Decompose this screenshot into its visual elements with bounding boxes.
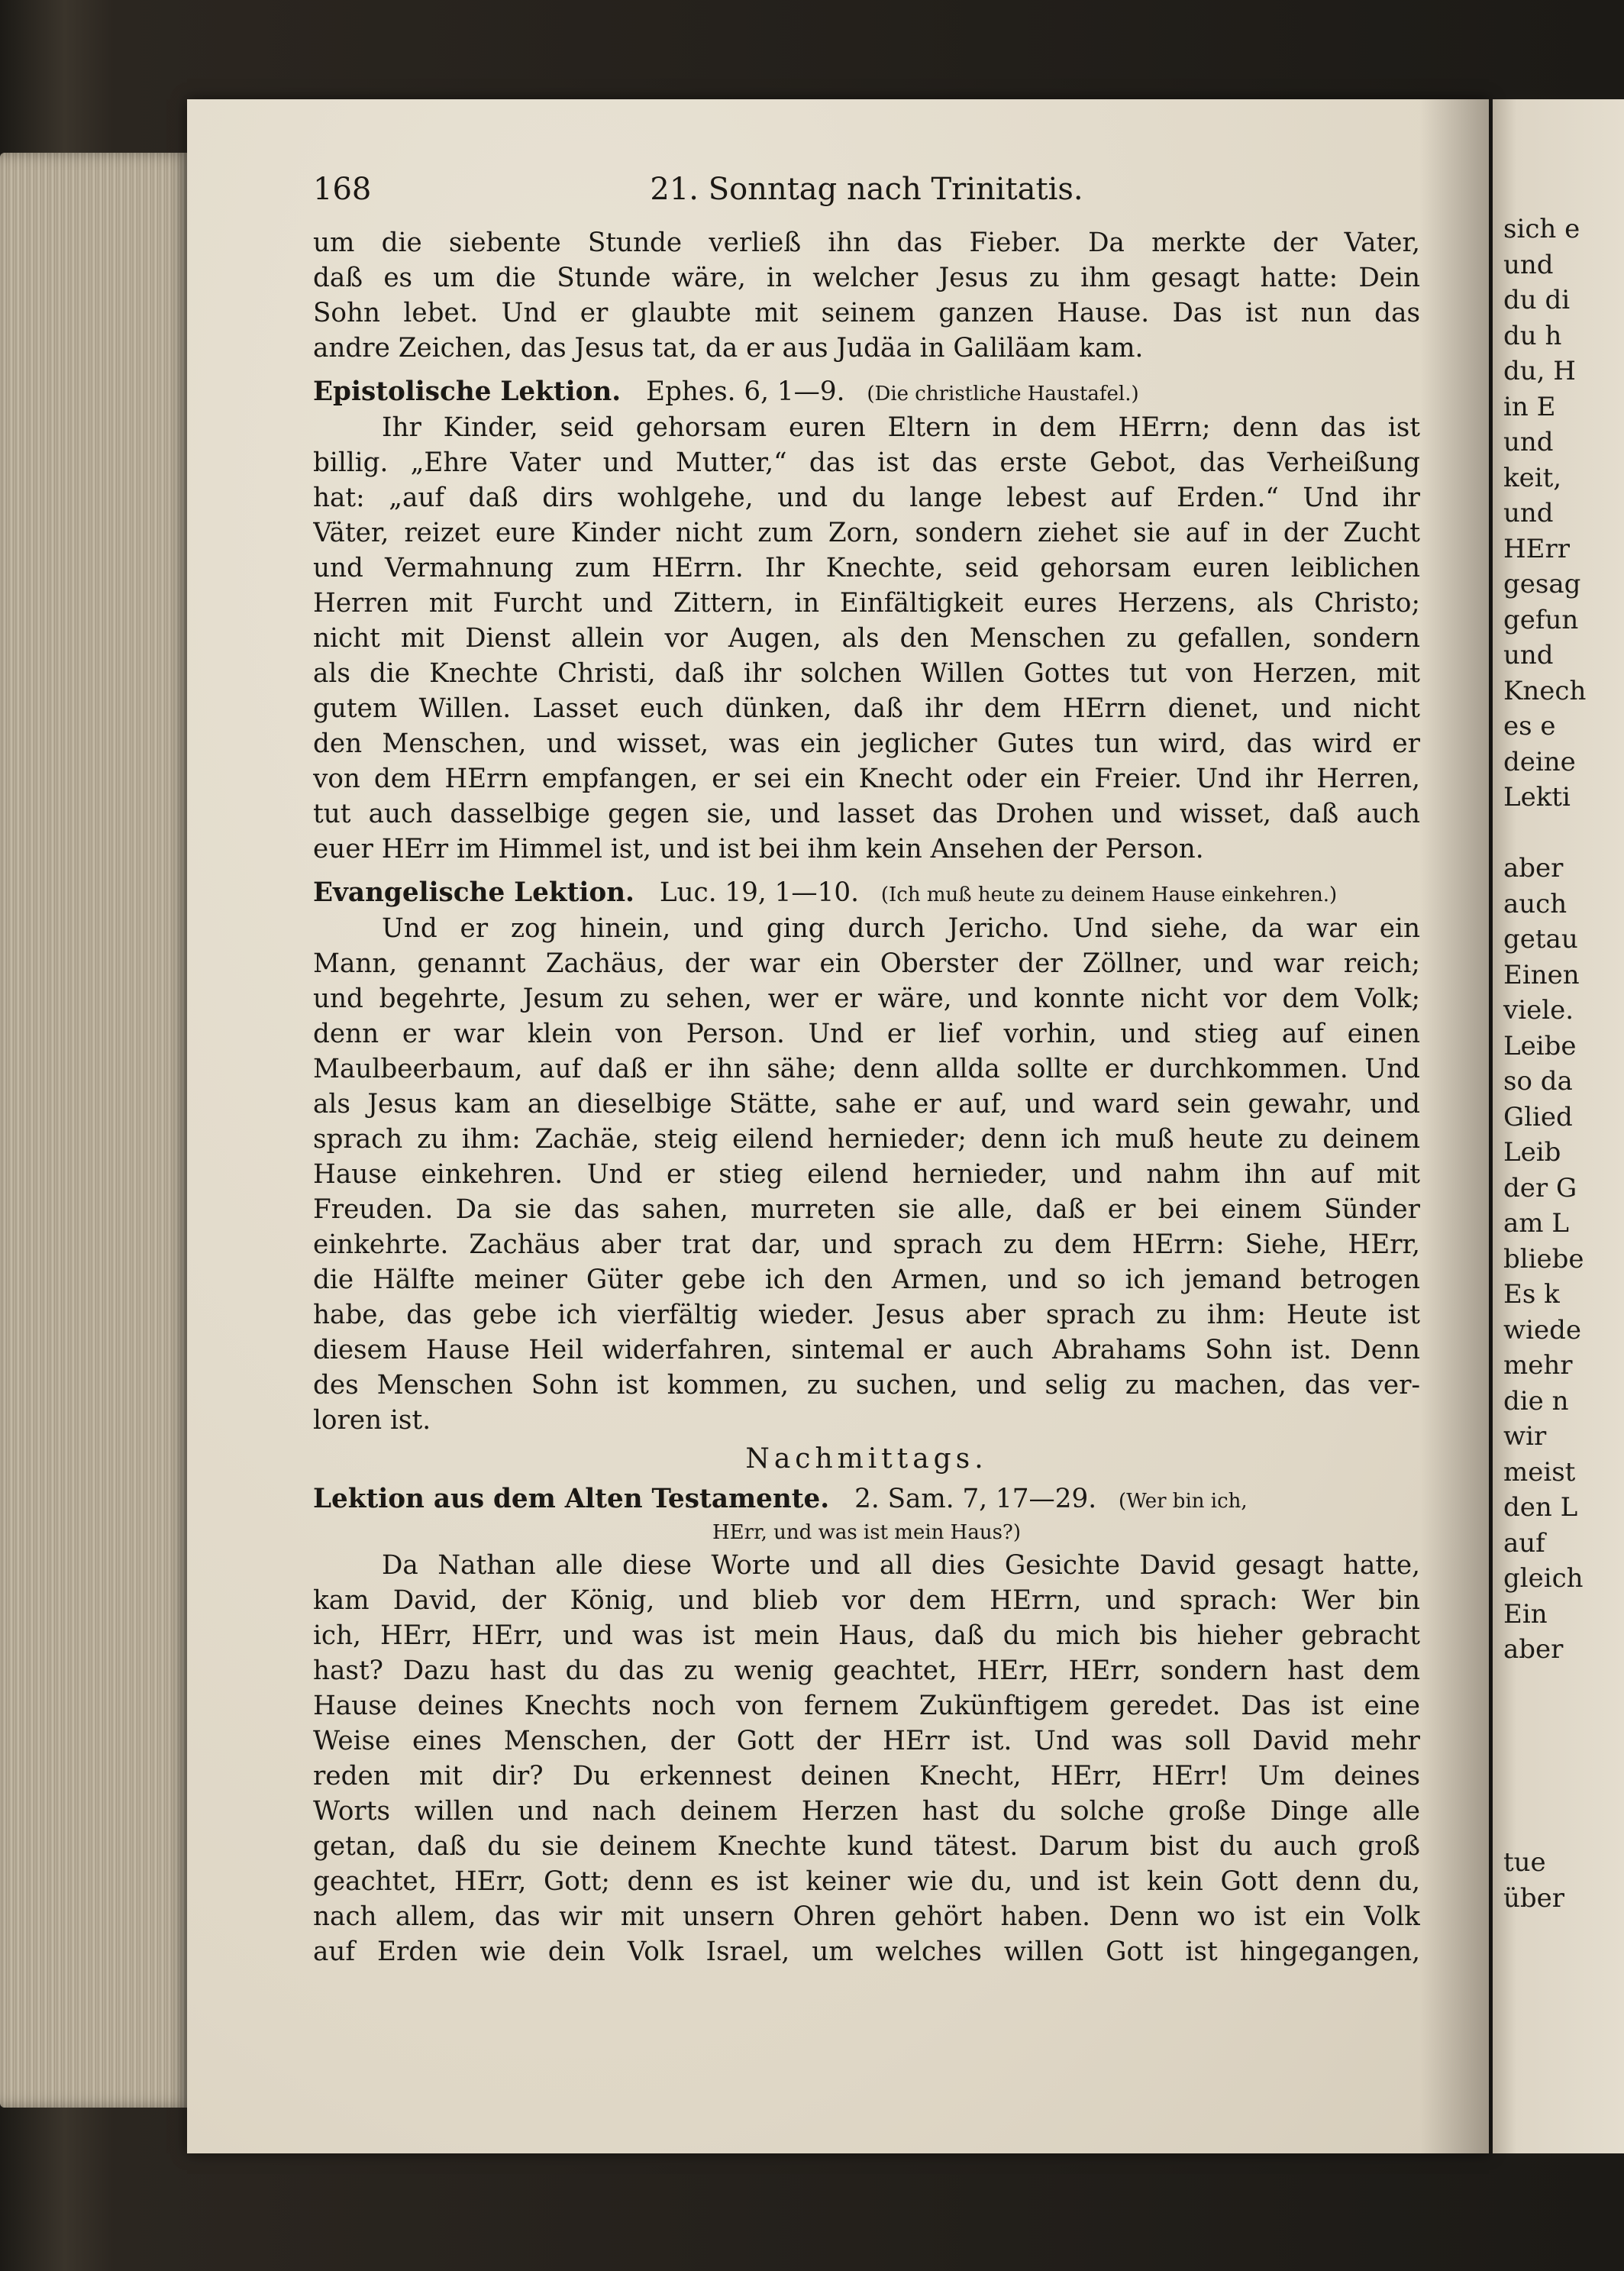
next-page-line-fragment: gesag [1503, 569, 1581, 599]
text-line: euer HErr im Himmel ist, und ist bei ihm kein Ansehen der Person. [313, 834, 1204, 864]
text-line: als Jesus kam an dieselbige Stätte, sahe er auf, und ward sein gewahr, und [313, 1089, 1420, 1119]
next-page-line-fragment: Einen [1503, 959, 1580, 990]
afternoon-title: Nachmittags. [745, 1443, 988, 1475]
text-line: Ihr Kinder, seid gehorsam euren Eltern in dem HErrn; denn das ist [382, 412, 1420, 443]
text-line: Hause deines Knechts noch von fernem Zukünftigem geredet. Das ist eine [313, 1691, 1420, 1721]
text-line: hat: „auf daß dirs wohlgehe, und du lange lebest auf Erden.“ Und ihr [313, 483, 1420, 513]
text-line: gutem Willen. Lasset euch dünken, daß ihr dem HErrn dienet, und nicht [313, 693, 1420, 724]
old-testament-note-2: HErr, und was ist mein Haus?) [712, 1521, 1022, 1544]
next-page-line-fragment: mehr [1503, 1350, 1573, 1381]
page-number: 168 [313, 172, 372, 207]
next-page-line-fragment: du h [1503, 320, 1562, 351]
text-line: billig. „Ehre Vater und Mutter,“ das ist das erste Gebot, das Verheißung [313, 447, 1420, 478]
next-page-line-fragment: und [1503, 640, 1554, 670]
text-line: Mann, genannt Zachäus, der war ein Oberster der Zöllner, und war reich; [313, 948, 1420, 979]
next-page-line-fragment: getau [1503, 924, 1578, 955]
next-page-line-fragment: und [1503, 427, 1554, 457]
old-testament-reference: 2. Sam. 7, 17—29. [854, 1484, 1097, 1514]
next-page-line-fragment: gleich [1503, 1563, 1584, 1594]
gospel-note: (Ich muß heute zu deinem Hause einkehren.) [880, 884, 1338, 906]
text-line: Sohn lebet. Und er glaubte mit seinem ganzen Hause. Das ist nun das [313, 298, 1420, 328]
next-page-line-fragment: auch [1503, 888, 1567, 919]
next-page-fragment [1493, 99, 1624, 2153]
book-page [187, 99, 1489, 2153]
text-line: getan, daß du sie deinem Knechte kund tätest. Darum bist du auch groß [313, 1831, 1420, 1862]
next-page-line-fragment: tue [1503, 1847, 1546, 1878]
next-page-line-fragment: und [1503, 498, 1554, 528]
text-line: nach allem, das wir mit unsern Ohren gehört haben. Denn wo ist ein Volk [313, 1901, 1420, 1932]
book-page-edges [0, 153, 191, 2108]
text-line: den Menschen, und wisset, was ein jeglicher Gutes tun wird, das wird er [313, 728, 1420, 759]
old-testament-heading [313, 1481, 1420, 1517]
text-line: Hause einkehren. Und er stieg eilend hernieder, und nahm ihn auf mit [313, 1159, 1420, 1190]
page-text [313, 172, 1420, 1969]
next-page-line-fragment: wiede [1503, 1314, 1581, 1345]
next-page-line-fragment: Glied [1503, 1101, 1573, 1132]
text-line: diesem Hause Heil widerfahren, sintemal er auch Abrahams Sohn ist. Denn [313, 1335, 1420, 1365]
text-line: reden mit dir? Du erkennest deinen Knecht, HErr, HErr! Um deines [313, 1761, 1420, 1791]
text-line: des Menschen Sohn ist kommen, zu suchen, und selig zu machen, das ver- [313, 1370, 1420, 1400]
text-line: Worts willen und nach deinem Herzen hast du solche große Dinge alle [313, 1796, 1420, 1827]
text-line: von dem HErrn empfangen, er sei ein Knecht oder ein Freier. Und ihr Herren, [313, 764, 1420, 794]
next-page-line-fragment: Lekti [1503, 782, 1571, 812]
running-head: 21. Sonntag nach Trinitatis. [650, 172, 1083, 207]
epistle-reference: Ephes. 6, 1—9. [646, 376, 845, 407]
text-line: loren ist. [313, 1405, 431, 1436]
text-line: nicht mit Dienst allein vor Augen, als den Menschen zu gefallen, sondern [313, 623, 1420, 654]
old-testament-title: Lektion aus dem Alten Testamente. [313, 1484, 830, 1514]
text-line: sprach zu ihm: Zachäe, steig eilend hernieder; denn ich muß heute zu deinem [313, 1124, 1420, 1155]
text-line: habe, das gebe ich vierfältig wieder. Jesus aber sprach zu ihm: Heute ist [313, 1300, 1420, 1330]
next-page-line-fragment: Ein [1503, 1598, 1548, 1630]
next-page-line-fragment: bliebe [1503, 1243, 1584, 1274]
text-line: Und er zog hinein, und ging durch Jericho. Und siehe, da war ein [382, 913, 1420, 944]
next-page-line-fragment: die n [1503, 1385, 1569, 1417]
next-page-line-fragment: so da [1503, 1066, 1573, 1097]
old-testament-note-1: (Wer bin ich, [1118, 1490, 1248, 1513]
text-line: Maulbeerbaum, auf daß er ihn sähe; denn allda sollte er durchkommen. Und [313, 1054, 1420, 1084]
text-line: andre Zeichen, das Jesus tat, da er aus Judäa in Galiläam kam. [313, 333, 1144, 363]
text-line: und begehrte, Jesum zu sehen, wer er wäre, und konnte nicht vor dem Volk; [313, 984, 1420, 1014]
next-page-line-fragment: sich e [1503, 214, 1580, 244]
next-page-line-fragment: Leib [1503, 1137, 1561, 1168]
gospel-reference: Luc. 19, 1—10. [659, 877, 859, 908]
text-line: kam David, der König, und blieb vor dem HErrn, und sprach: Wer bin [313, 1585, 1420, 1616]
gutter-shadow [1420, 99, 1489, 2153]
next-page-line-fragment: der G [1503, 1172, 1577, 1203]
text-line: Väter, reizet eure Kinder nicht zum Zorn, sondern ziehet sie auf in der Zucht [313, 518, 1420, 548]
next-page-line-fragment: aber [1503, 853, 1564, 884]
text-line: Da Nathan alle diese Worte und all dies Gesichte David gesagt hatte, [382, 1550, 1420, 1581]
text-line: um die siebente Stunde verließ ihn das Fieber. Da merkte der Vater, [313, 228, 1420, 258]
text-line: tut auch dasselbige gegen sie, und lasset das Drohen und wisset, daß auch [313, 799, 1420, 829]
text-line: daß es um die Stunde wäre, in welcher Jesus zu ihm gesagt hatte: Dein [313, 263, 1420, 293]
text-line: auf Erden wie dein Volk Israel, um welches willen Gott ist hingegangen, [313, 1937, 1420, 1967]
next-page-line-fragment: am L [1503, 1208, 1569, 1239]
text-line: geachtet, HErr, Gott; denn es ist keiner wie du, und ist kein Gott denn du, [313, 1866, 1420, 1897]
next-page-line-fragment: viele. [1503, 995, 1574, 1026]
epistle-heading [313, 373, 1420, 410]
next-page-line-fragment: wir [1503, 1421, 1547, 1452]
page-header [313, 172, 1420, 225]
next-page-line-fragment: Leibe [1503, 1030, 1577, 1061]
intro-paragraph [313, 225, 1420, 366]
gospel-heading [313, 874, 1420, 911]
gospel-text [313, 911, 1420, 1438]
text-line: als die Knechte Christi, daß ihr solchen Willen Gottes tut von Herzen, mit [313, 658, 1420, 689]
text-line: Weise eines Menschen, der Gott der HErr ist. Und was soll David mehr [313, 1726, 1420, 1756]
next-page-line-fragment: keit, [1503, 462, 1562, 493]
next-page-line-fragment: es e [1503, 711, 1556, 741]
next-page-line-fragment: auf [1503, 1527, 1545, 1559]
epistle-title: Epistolische Lektion. [313, 376, 622, 407]
next-page-line-fragment: und [1503, 249, 1554, 280]
text-line: hast? Dazu hast du das zu wenig geachtet, HErr, HErr, sondern hast dem [313, 1656, 1420, 1686]
text-line: ich, HErr, HErr, und was ist mein Haus, daß du mich bis hieher gebracht [313, 1620, 1420, 1651]
epistle-note: (Die christliche Haustafel.) [867, 383, 1139, 405]
text-line: denn er war klein von Person. Und er lief vorhin, und stieg auf einen [313, 1019, 1420, 1049]
text-line: und Vermahnung zum HErrn. Ihr Knechte, seid gehorsam euren leiblichen [313, 553, 1420, 583]
next-page-line-fragment: gefun [1503, 604, 1579, 635]
gospel-title: Evangelische Lektion. [313, 877, 634, 908]
text-line: Herren mit Furcht und Zittern, in Einfältigkeit eures Herzens, als Christo; [313, 588, 1420, 619]
text-line: einkehrte. Zachäus aber trat dar, und sprach zu dem HErrn: Siehe, HErr, [313, 1229, 1420, 1260]
text-line: Freuden. Da sie das sahen, murreten sie alle, daß er bei einem Sünder [313, 1194, 1420, 1225]
old-testament-text [313, 1548, 1420, 1969]
next-page-line-fragment: über [1503, 1882, 1565, 1914]
next-page-line-fragment: du di [1503, 285, 1571, 315]
next-page-line-fragment: Es k [1503, 1279, 1560, 1310]
epistle-text [313, 410, 1420, 867]
next-page-line-fragment: in E [1503, 391, 1556, 422]
next-page-line-fragment: HErr [1503, 533, 1570, 564]
next-page-line-fragment: den L [1503, 1492, 1578, 1523]
next-page-line-fragment: du, H [1503, 356, 1576, 386]
text-line: die Hälfte meiner Güter gebe ich den Armen, und so ich jemand betrogen [313, 1265, 1420, 1295]
next-page-line-fragment: deine [1503, 746, 1576, 777]
next-page-line-fragment: aber [1503, 1634, 1564, 1665]
next-page-line-fragment: Knech [1503, 675, 1587, 706]
next-page-line-fragment: meist [1503, 1456, 1576, 1488]
